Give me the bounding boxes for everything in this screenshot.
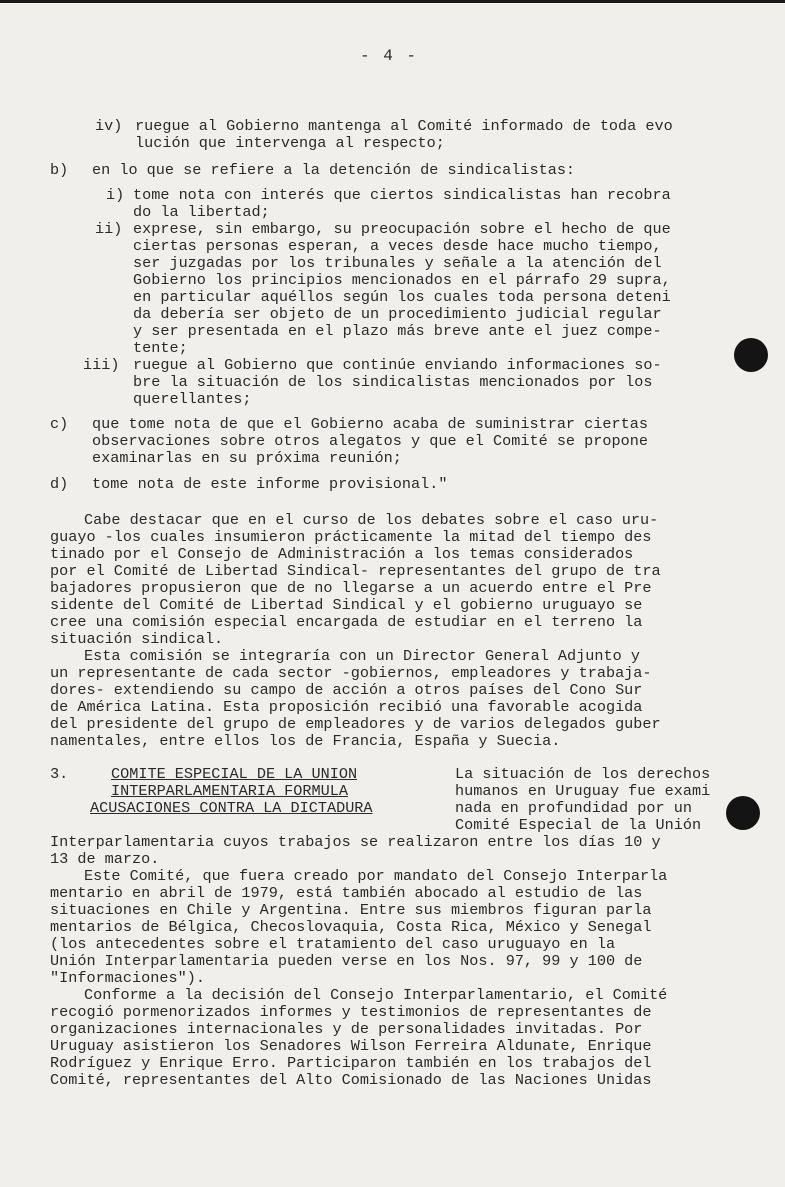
page-top-edge xyxy=(0,0,785,3)
item-c-line: examinarlas en su próxima reunión; xyxy=(92,449,402,467)
section-side-line: Comité Especial de la Unión xyxy=(455,816,702,834)
paragraph-line: bajadores propusieron que de no llegarse a un acuerdo entre el Pre xyxy=(50,579,652,597)
section-continuation-line: 13 de marzo. xyxy=(50,850,160,868)
item-c-marker: c) xyxy=(50,415,69,433)
paragraph-line: tinado por el Consejo de Administración a los temas considerados xyxy=(50,545,634,563)
item-b-ii-line: y ser presentada en el plazo más breve ante el juez compe- xyxy=(133,322,662,340)
section-heading-line: ACUSACIONES CONTRA LA DICTADURA xyxy=(90,799,373,817)
paragraph-line: mentarios de Bélgica, Checoslovaquia, Costa Rica, México y Senegal xyxy=(50,918,652,936)
item-b-iii-line: querellantes; xyxy=(133,390,252,408)
paragraph-line: recogió pormenorizados informes y testimonios de representantes de xyxy=(50,1003,652,1021)
item-b-ii-marker: ii) xyxy=(95,220,123,238)
paragraph-line: Unión Interparlamentaria pueden verse en los Nos. 97, 99 y 100 de xyxy=(50,952,643,970)
item-iv-line: ruegue al Gobierno mantenga al Comité informado de toda evo xyxy=(135,117,673,135)
item-b-i-line: do la libertad; xyxy=(133,203,270,221)
paragraph-line: situación sindical. xyxy=(50,630,224,648)
section-heading-line: COMITE ESPECIAL DE LA UNION xyxy=(111,765,358,783)
paragraph-line: Cabe destacar que en el curso de los debates sobre el caso uru- xyxy=(84,511,659,529)
punch-hole xyxy=(734,338,768,372)
paragraph-line: cree una comisión especial encargada de estudiar en el terreno la xyxy=(50,613,643,631)
item-b-ii-line: tente; xyxy=(133,339,188,357)
paragraph-line: namentales, entre ellos los de Francia, España y Suecia. xyxy=(50,732,561,750)
item-b-ii-line: en particular aquéllos según los cuales toda persona deteni xyxy=(133,288,671,306)
item-b-ii-line: Gobierno los principios mencionados en el párrafo 29 supra, xyxy=(133,271,671,289)
section-side-line: nada en profundidad por un xyxy=(455,799,692,817)
paragraph-line: de América Latina. Esta proposición recibió una favorable acogida xyxy=(50,698,643,716)
paragraph-line: Uruguay asistieron los Senadores Wilson Ferreira Aldunate, Enrique xyxy=(50,1037,652,1055)
paragraph-line: sidente del Comité de Libertad Sindical y el gobierno uruguayo se xyxy=(50,596,643,614)
item-d-text: tome nota de este informe provisional." xyxy=(92,475,448,493)
item-b-iii-marker: iii) xyxy=(83,356,120,374)
item-b-ii-line: da debería ser objeto de un procedimiento judicial regular xyxy=(133,305,662,323)
item-b-ii-line: exprese, sin embargo, su preocupación sobre el hecho de que xyxy=(133,220,671,238)
paragraph-line: Conforme a la decisión del Consejo Interparlamentario, el Comité xyxy=(84,986,668,1004)
page-number: - 4 - xyxy=(360,47,419,65)
paragraph-line: organizaciones internacionales y de personalidades invitadas. Por xyxy=(50,1020,643,1038)
paragraph-line: por el Comité de Libertad Sindical- representantes del grupo de tra xyxy=(50,562,661,580)
paragraph-line: del presidente del grupo de empleadores y de varios delegados guber xyxy=(50,715,661,733)
paragraph-line: mentario en abril de 1979, está también abocado al estudio de las xyxy=(50,884,643,902)
paragraph-line: "Informaciones"). xyxy=(50,969,205,987)
paragraph-line: (los antecedentes sobre el tratamiento del caso uruguayo en la xyxy=(50,935,616,953)
section-side-line: La situación de los derechos xyxy=(455,765,711,783)
item-b-ii-line: ciertas personas esperan, a veces desde hace mucho tiempo, xyxy=(133,237,662,255)
paragraph-line: Rodríguez y Enrique Erro. Participaron también en los trabajos del xyxy=(50,1054,652,1072)
item-b-text: en lo que se refiere a la detención de sindicalistas: xyxy=(92,161,576,179)
item-c-line: que tome nota de que el Gobierno acaba de suministrar ciertas xyxy=(92,415,648,433)
paragraph-line: Comité, representantes del Alto Comisionado de las Naciones Unidas xyxy=(50,1071,652,1089)
item-b-iii-line: ruegue al Gobierno que continúe enviando informaciones so- xyxy=(133,356,662,374)
item-b-ii-line: ser juzgadas por los tribunales y señale a la atención del xyxy=(133,254,662,272)
item-iv-marker: iv) xyxy=(95,117,123,135)
section-side-line: humanos en Uruguay fue exami xyxy=(455,782,711,800)
punch-hole xyxy=(726,796,760,830)
item-c-line: observaciones sobre otros alegatos y que el Comité se propone xyxy=(92,432,648,450)
section-heading-line: INTERPARLAMENTARIA FORMULA xyxy=(111,782,348,800)
item-iv-line: lución que intervenga al respecto; xyxy=(135,134,445,152)
item-b-marker: b) xyxy=(50,161,69,179)
item-d-marker: d) xyxy=(50,475,69,493)
item-b-i-line: tome nota con interés que ciertos sindicalistas han recobra xyxy=(133,186,671,204)
section-continuation-line: Interparlamentaria cuyos trabajos se realizaron entre los días 10 y xyxy=(50,833,661,851)
section-number: 3. xyxy=(50,765,69,783)
paragraph-line: Este Comité, que fuera creado por mandato del Consejo Interparla xyxy=(84,867,668,885)
paragraph-line: situaciones en Chile y Argentina. Entre sus miembros figuran parla xyxy=(50,901,652,919)
paragraph-line: dores- extendiendo su campo de acción a otros países del Cono Sur xyxy=(50,681,643,699)
item-b-i-marker: i) xyxy=(106,186,125,204)
paragraph-line: guayo -los cuales insumieron prácticamente la mitad del tiempo des xyxy=(50,528,652,546)
item-b-iii-line: bre la situación de los sindicalistas mencionados por los xyxy=(133,373,653,391)
paragraph-line: un representante de cada sector -gobiernos, empleadores y trabaja- xyxy=(50,664,652,682)
paragraph-line: Esta comisión se integraría con un Director General Adjunto y xyxy=(84,647,640,665)
